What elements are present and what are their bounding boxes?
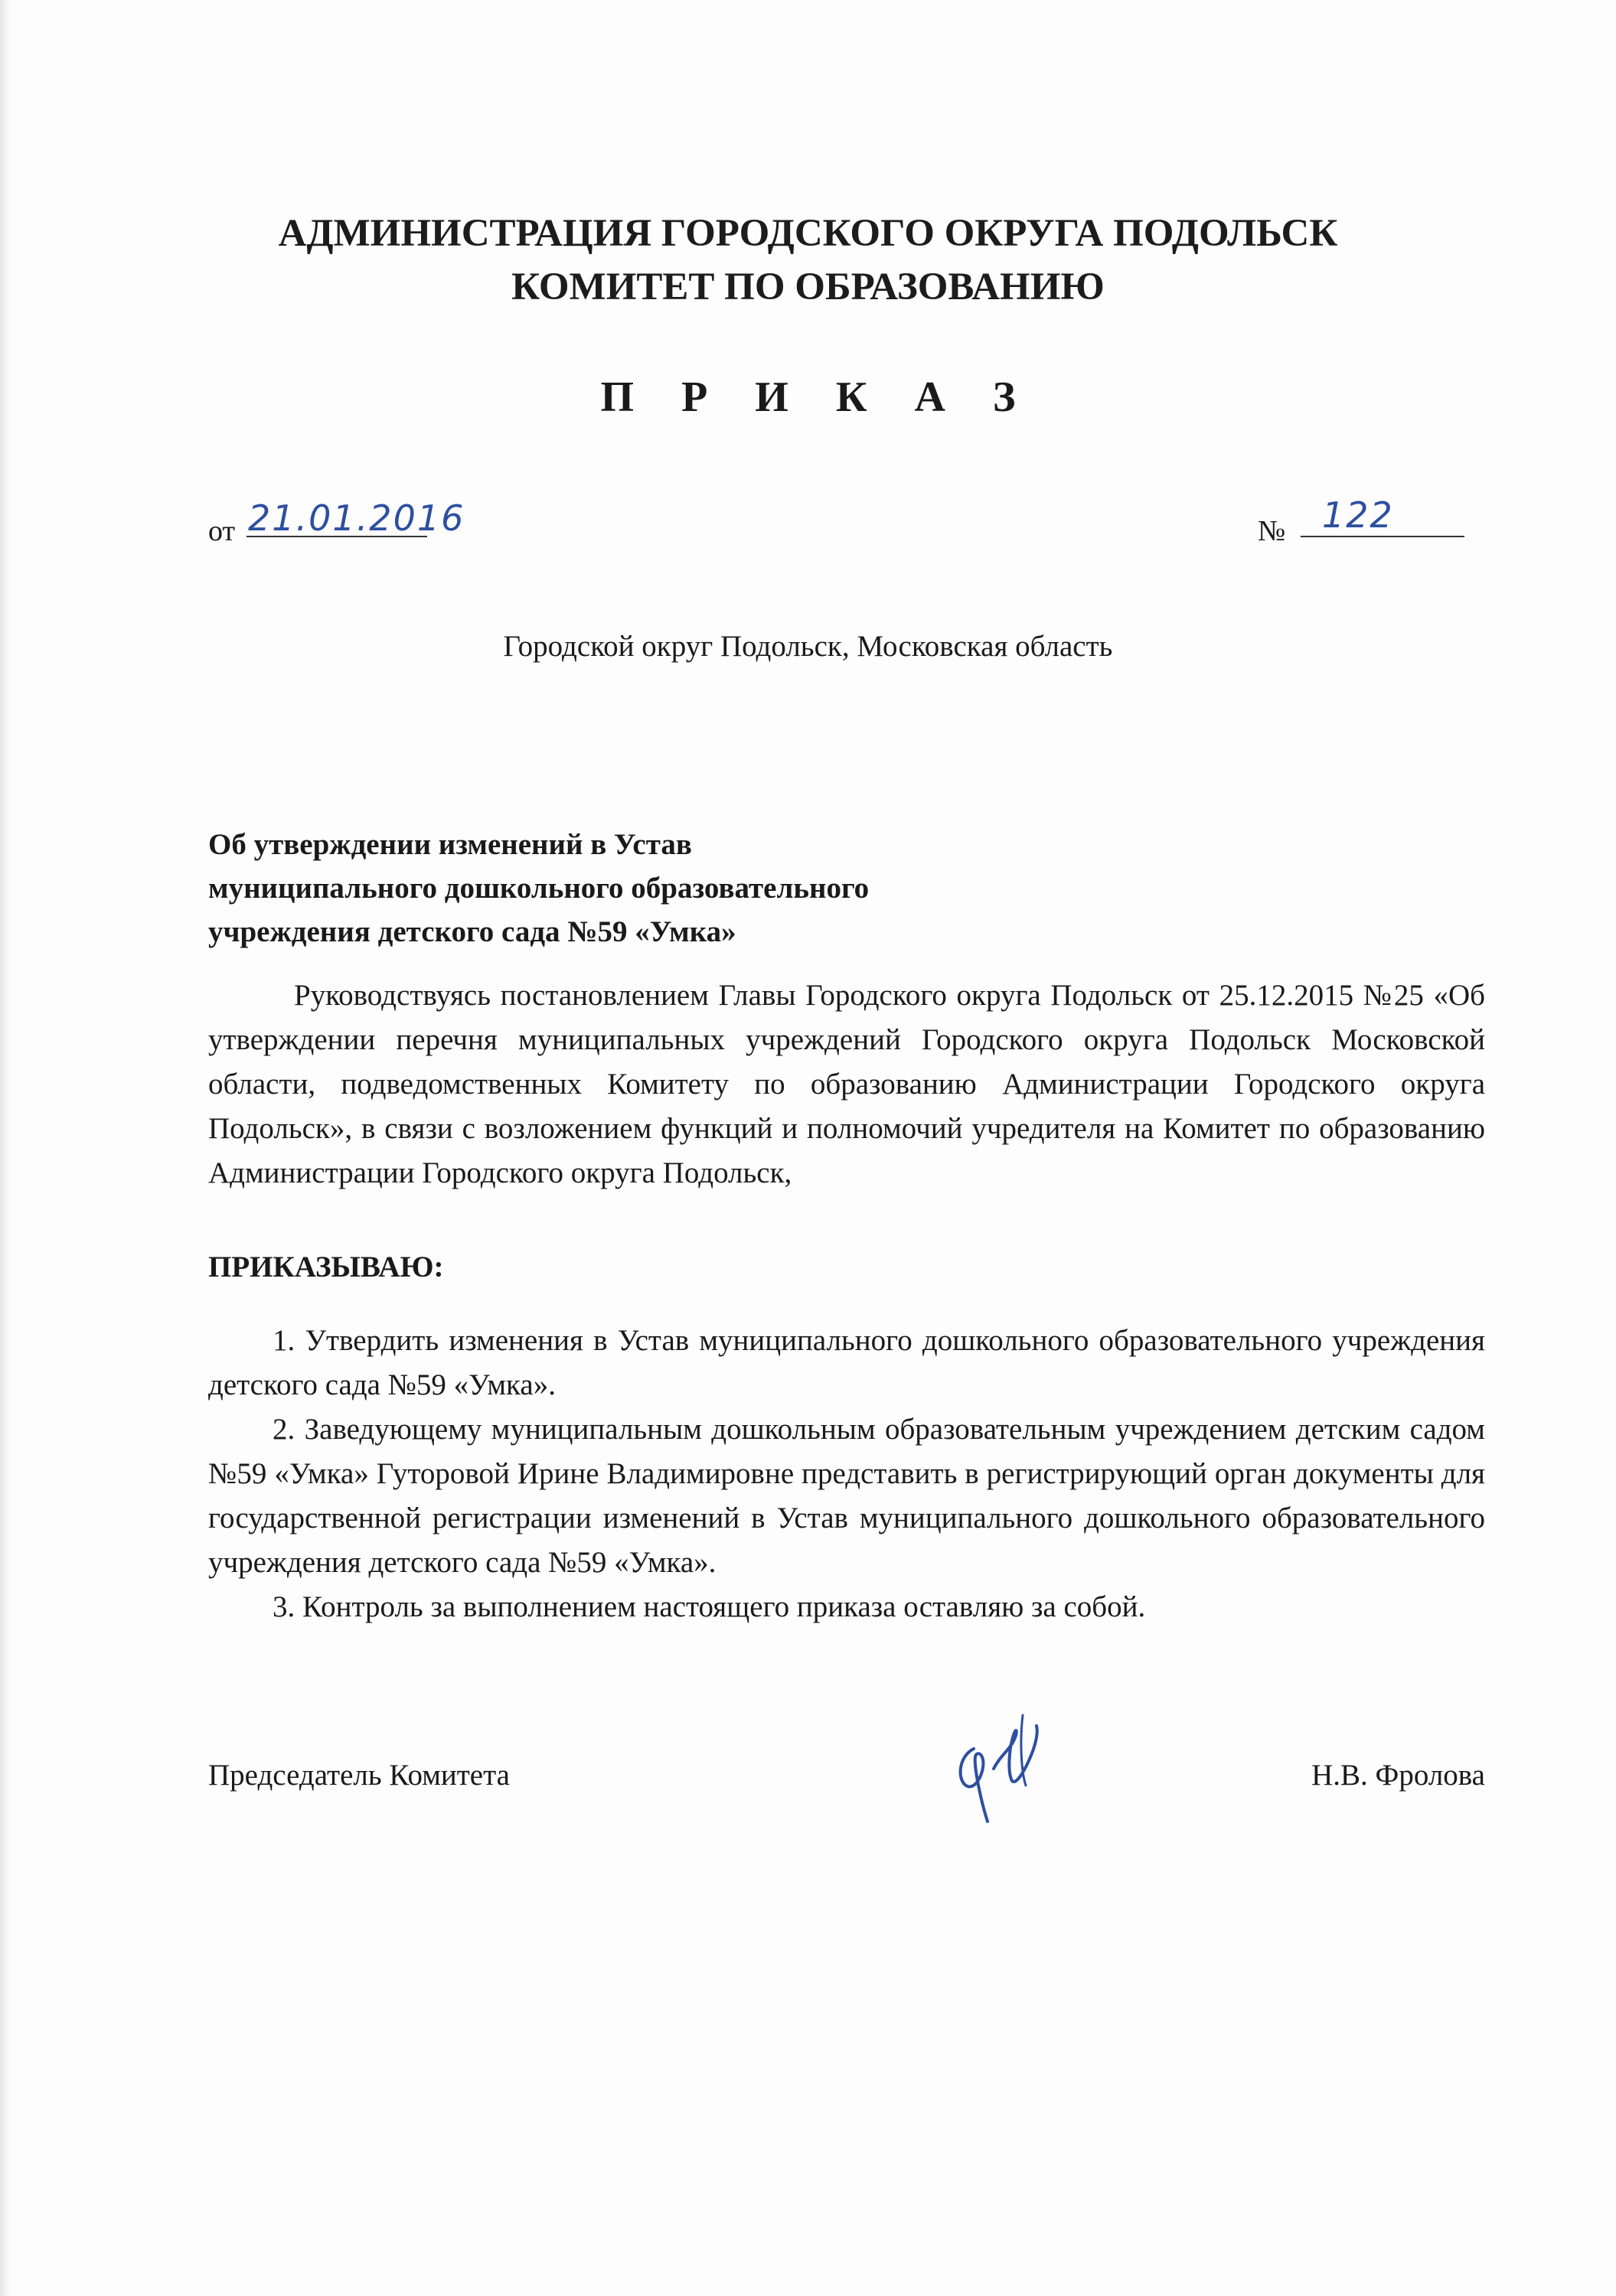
order-title: П Р И К А З [600,373,1034,421]
document-header [0,207,1616,314]
document-place: Городской округ Подольск, Московская область [503,630,1113,663]
header-organization: АДМИНИСТРАЦИЯ ГОРОДСКОГО ОКРУГА ПОДОЛЬСК [278,212,1338,255]
scan-edge-shadow [0,0,11,2296]
document-subject [208,823,869,954]
number-field [1301,494,1464,537]
order-item: 1. Утвердить изменения в Устав муниципального дошкольного образовательного учреждения детского сада №59 «Умка». [208,1324,1485,1401]
number-prefix: № [1258,515,1286,547]
signatory-position: Председатель Комитета [208,1759,510,1792]
number-underline [1301,536,1464,537]
date-row [208,497,465,548]
subject-line-3: учреждения детского сада №59 «Умка» [208,915,736,948]
order-items [208,1319,1485,1629]
signatory-name: Н.В. Фролова [1311,1759,1485,1792]
subject-line-2: муниципального дошкольного образовательного [208,872,870,905]
date-underline [246,536,427,537]
subject-line-1: Об утверждении изменений в Устав [208,828,692,861]
handwritten-date: 21.01.2016 [248,497,465,539]
handwritten-signature [943,1695,1066,1825]
order-item: 3. Контроль за выполнением настоящего приказа оставляю за собой. [273,1590,1146,1623]
date-field [246,497,465,539]
signature-block [208,1758,1485,1804]
intro-paragraph: Руководствуясь постановлением Главы Городского округа Подольск от 25.12.2015 №25 «Об утверждении перечня муниципальных учреждений Городского округа Подольск Московской области, подведомственных Комитету по образованию Администрации Городского округа Подольск», в связи с возложением функций и полномочий учредителя на Комитет по образованию Администрации Городского округа Подольск, [208,979,1485,1189]
decree-heading: ПРИКАЗЫВАЮ: [208,1251,444,1283]
header-committee: КОМИТЕТ ПО ОБРАЗОВАНИЮ [511,266,1105,308]
number-row [1258,494,1394,548]
order-item: 2. Заведующему муниципальным дошкольным образовательным учреждением детским садом №59 «Умка» Гуторовой Ирине Владимировне представить в регистрирующий орган документы для государственной регистрации изменений в Устав муниципального дошкольного образовательного учреждения детского сада №59 «Умка». [208,1413,1485,1579]
handwritten-number: 122 [1322,494,1394,536]
date-prefix: от [208,515,236,547]
